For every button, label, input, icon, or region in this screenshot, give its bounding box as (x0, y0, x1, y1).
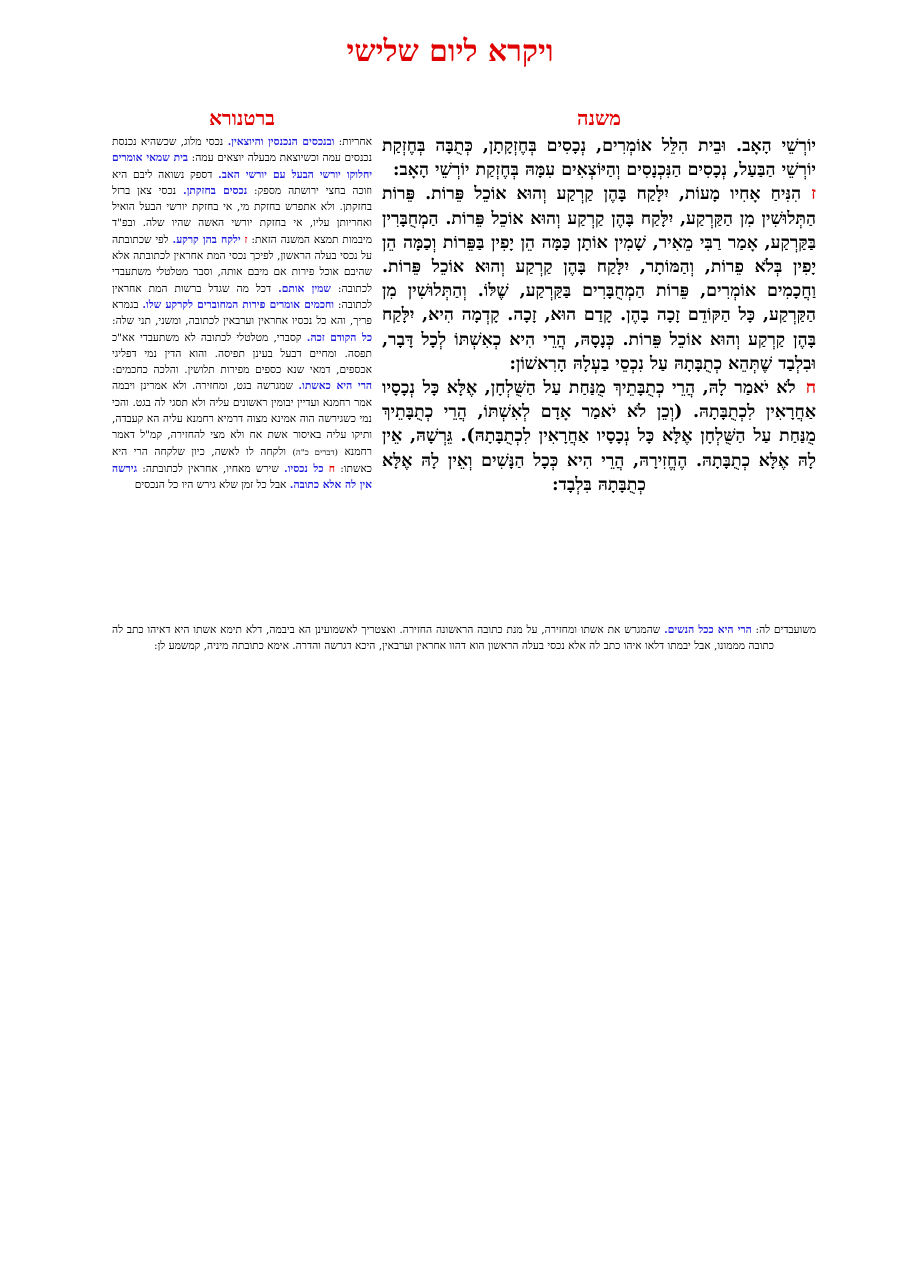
commentary-text: אחריות: (334, 136, 372, 148)
verse-reference: (דברים כ"ה) (292, 447, 338, 458)
mishnah-section (382, 182, 816, 376)
mishnah-section (382, 376, 816, 497)
mishnah-section-text: הִנִּיחַ אָחִיו מָעוֹת, יִלָּקַח בָּהֶן קַרְקַע וְהוּא אוֹכֵל פֵּרוֹת. פֵּרוֹת הַתְּלוּשִׁין מִן הַקַּרְקַע, יִלָּקַח בָּהֶן קַרְקַע וְהוּא אוֹכֵל פֵּרוֹת. הַמְחֻבָּרִין בַּקַּרְקַע, אָמַר רַבִּי מֵאִיר, שָׁמִין אוֹתָן כַּמָּה הֵן יָפִין בַּפֵּרוֹת וְכַמָּה הֵן יָפִין בְּלֹא פֵרוֹת, וְהַמּוֹתָר, יִלָּקַח בָּהֶן קַרְקַע וְהוּא אוֹכֵל פֵּרוֹת. וַחֲכָמִים אוֹמְרִים, פֵּרוֹת הַמְחֻבָּרִים בַּקַּרְקַע, שֶׁלּוֹ. וְהַתְּלוּשִׁין מִן הַקַּרְקַע, כָּל הַקּוֹדֵם זָכָה בָהֶן. קָדַם הוּא, זָכָה. קָדְמָה הִיא, יִלָּקַח בָּהֶן קַרְקַע וְהוּא אוֹכֵל פֵּרוֹת. כְּנָסָהּ, הֲרֵי הִיא כְאִשְׁתּוֹ לְכָל דָּבָר, וּבִלְבַד שֶׁתְּהֵא כְתֻבָּתָהּ עַל נִכְסֵי בַעְלָהּ הָרִאשׁוֹן: (382, 184, 816, 374)
commentary-paragraph (112, 134, 372, 494)
dibur-hamatchil: כל נכסיו. (284, 462, 324, 475)
mishnah-opening: יוֹרְשֵׁי הָאָב. וּבֵית הִלֵּל אוֹמְרִים, נְכָסִים בְּחֶזְקָתָן, כְּתֻבָּה בְּחֶזְקַת יוֹרְשֵׁי הַבַּעַל, נְכָסִים הַנִּכְנָסִים וְהַיּוֹצְאִים עִמָּהּ בְּחֶזְקַת יוֹרְשֵׁי הָאָב: (382, 136, 816, 181)
bartenura-commentary (112, 134, 372, 622)
commentary-text: נכסי צאן ברזל בחזקתן. ולא אתפרש בחזקת מי, אי בחזקת יורשי הבעל הואיל ואחריותן עליו, אי בחזקת יורשי האשה שהיו שלה. ובפ"ד מיבמות תמצא המשנה הזאת: (112, 184, 372, 246)
dibur-hamatchil: בית שמאי אומרים יחלוקו יורשי הבעל עם יורשי האב. (112, 152, 372, 181)
bartenura-continuation-paragraph (112, 622, 816, 655)
mishnah-number-ref: ז (244, 233, 248, 246)
mishnah-section-text: לֹא יֹאמַר לָהּ, הֲרֵי כְתֻבָּתֵיךְ מֻנַּחַת עַל הַשֻּׁלְחָן, אֶלָּא כָּל נְכָסָיו אַחֲרָאִין לִכְתֻבָּתָהּ. (וְכֵן לֹא יֹאמַר אָדָם לְאִשְׁתּוֹ, הֲרֵי כְתֻבָּתֵיךְ מֻנַּחַת עַל הַשֻּׁלְחָן אֶלָּא כָּל נְכָסָיו אַחֲרָאִין לִכְתֻבָּתָהּ). גֵּרְשָׁהּ, אֵין לָהּ אֶלָּא כְתֻבָּתָהּ. הֶחֱזִירָהּ, הֲרֵי הִיא כְּכָל הַנָּשִׁים וְאֵין לָהּ אֶלָּא כְתֻבָּתָהּ בִּלְבָד: (382, 378, 816, 495)
dibur-hamatchil: גירשה אין לה אלא כתובה. (112, 462, 372, 492)
mishnah-number: ח (805, 378, 816, 399)
commentary-text: שמגרשה בגט, ומחזירה. ולא אמרינן ויבמה אמר רחמנא ועדיין יבומין ראשונים עליה ולא תסגי לה בגט. והכי נמי כשגירשה הוה אמינא מצוה דרמיא רחמנא עליה הא קעבדה, ותיקו עליה באיסור אשת אח ולא מצי להחזירה, קמ"ל דאמר רחמנא (112, 380, 372, 458)
commentary-text: קסברי, מטלטלי לכתובה לא משתעבדי אא"כ תפסה. ומחיים דבעל בעינן תפיסה. והוא הדין נמי דפליגי אכספים, דמאי שנא כספים מפירות תלושין. והלכה כחכמים: (112, 331, 372, 377)
dibur-hamatchil: נכסים בחזקתן. (183, 184, 248, 197)
dibur-hamatchil: שמין אותם. (278, 282, 331, 295)
page-title: ויקרא ליום שלישי (346, 34, 554, 69)
mishnah-number-ref: ח (328, 462, 335, 475)
commentary-text: נכסי מלוג, שכשהיא נכנסת נכנסים עמה וכשיוצאת מבעלה יוצאים עמה: (112, 136, 372, 165)
commentary-text: דספק נשואה ליבם היא וזוכה בחצי ירושתה מספק: (112, 168, 372, 197)
mishnah-text (382, 134, 816, 497)
mishnah-heading: משנה (576, 106, 622, 130)
commentary-text: אבל כל זמן שלא גירש היו כל הנכסים (134, 479, 290, 492)
commentary-text: משועבדים לה: (751, 624, 817, 636)
dibur-hamatchil: הרי היא כאשתו. (298, 380, 372, 393)
dibur-hamatchil: ילקח בהן קרקע. (172, 233, 241, 246)
mishnah-number: ז (811, 184, 816, 205)
commentary-text: דכל מה שגדל ברשות המת אחראין לכתובה: (112, 282, 372, 311)
commentary-text: ולקחה לו לאשה, כיון שלקחה הרי היא כאשתו: (112, 445, 372, 475)
commentary-text: שירש מאחיו, אחראין לכתובתה: (137, 462, 285, 475)
dibur-hamatchil: כל הקודם זכה. (306, 331, 372, 344)
commentary-text: בגמרא פריך, והא כל נכסיו אחראין וערבאין לכתובה, ומשני, תני שלה: (112, 298, 372, 328)
commentary-text: לפי שכתובתה על נכסי בעלה הראשון, לפיכך נכסי המת אחראין לכתובתה אלא שהיבם אוכל פירות אם מיבם אותה, וסבר מטלטלי משתעבדי לכתובה: (112, 233, 372, 295)
dibur-hamatchil: וחכמים אומרים פירות המחוברים לקרקע שלו. (142, 298, 335, 311)
commentary-text: שהמגרש את אשתו ומחזירה, על מנת כתובה הראשונה החזירה. ואצטריך לאשמועינן הא ביבמה, דלא תימא אשתו היא דאיהו כתב לה כתובה מממונו, אבל יבמתו דלאו איהו כתב לה אלא נכסי בעלה הראשון הוא דהוו אחראין וערבאין, היכא דגרשה והדרה. אימא כתובתה מיניה, קמשמע לן: (112, 624, 774, 653)
bartenura-continuation (112, 622, 816, 655)
dibur-hamatchil: ובנכסים הנכנסין והיוצאין. (227, 136, 335, 148)
dibur-hamatchil: הרי היא ככל הנשים. (664, 624, 752, 636)
bartenura-heading: ברטנורא (209, 106, 275, 130)
